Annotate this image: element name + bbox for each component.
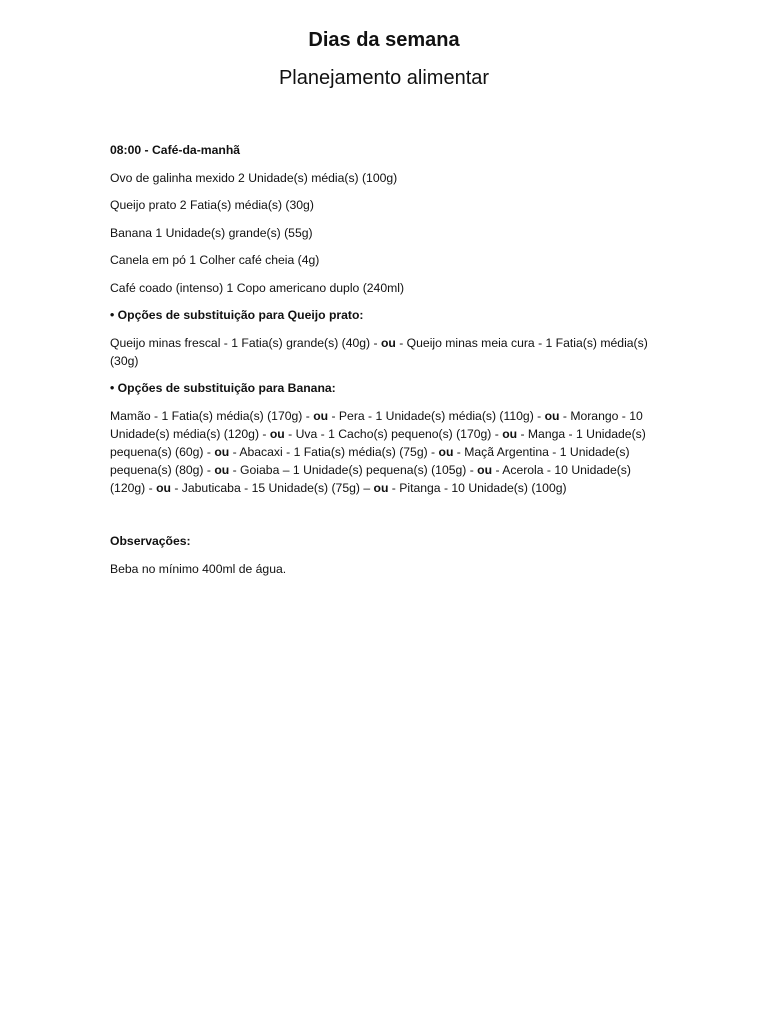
substitution-or-separator: ou xyxy=(214,462,230,477)
meal-item: Queijo prato 2 Fatia(s) média(s) (30g) xyxy=(110,198,314,212)
meal-plan-content xyxy=(110,141,655,587)
substitution-heading-banana: • Opções de substituição para Banana: xyxy=(110,381,336,395)
substitution-options-banana xyxy=(110,407,655,497)
substitution-option-text: Queijo minas frescal - 1 Fatia(s) grande(s) (40g) - xyxy=(110,335,381,350)
document-subtitle: Planejamento alimentar xyxy=(278,67,490,89)
meal-item: Café coado (intenso) 1 Copo americano duplo (240ml) xyxy=(110,280,405,295)
observations-heading: Observações: xyxy=(110,534,191,548)
substitution-option-text: - Acerola - 10 Unidade(s) (120g) - xyxy=(110,462,631,495)
substitution-or-separator: ou xyxy=(373,480,389,495)
substitution-or-separator: ou xyxy=(380,335,396,350)
substitution-or-separator: ou xyxy=(544,408,560,423)
meal-item: Ovo de galinha mexido 2 Unidade(s) média(s) (100g) xyxy=(110,170,398,185)
substitution-option-text: Mamão - 1 Fatia(s) média(s) (170g) - xyxy=(110,408,314,423)
meal-item: Banana 1 Unidade(s) grande(s) (55g) xyxy=(110,225,313,240)
substitution-option-text: - Queijo minas meia cura - 1 Fatia(s) média(s) (30g) xyxy=(110,335,648,368)
substitution-or-separator: ou xyxy=(269,426,285,441)
substitution-or-separator: ou xyxy=(502,426,518,441)
substitution-or-separator: ou xyxy=(438,444,454,459)
substitution-heading-queijo: • Opções de substituição para Queijo prato: xyxy=(110,308,364,322)
substitution-option-text: - Morango - 10 Unidade(s) média(s) (120g) - xyxy=(110,408,643,441)
substitution-option-text: - Manga - 1 Unidade(s) pequena(s) (60g) - xyxy=(110,426,646,459)
substitution-options-queijo xyxy=(110,334,655,370)
substitution-or-separator: ou xyxy=(313,408,329,423)
substitution-or-separator: ou xyxy=(156,480,171,495)
substitution-or-separator: ou xyxy=(214,444,230,459)
substitution-option-text: - Uva - 1 Cacho(s) pequeno(s) (170g) - xyxy=(284,426,503,441)
observations-text: Beba no mínimo 400ml de água. xyxy=(110,561,287,576)
document-title: Dias da semana xyxy=(308,29,460,51)
substitution-option-text: - Pitanga - 10 Unidade(s) (100g) xyxy=(388,480,567,495)
substitution-option-text: - Abacaxi - 1 Fatia(s) média(s) (75g) - xyxy=(229,444,439,459)
meal-item: Canela em pó 1 Colher café cheia (4g) xyxy=(110,253,320,267)
substitution-option-text: - Goiaba – 1 Unidade(s) pequena(s) (105g) - xyxy=(229,462,478,477)
substitution-option-text: - Maçã Argentina - 1 Unidade(s) pequena(s) (80g) - xyxy=(110,444,630,477)
substitution-option-text: - Pera - 1 Unidade(s) média(s) (110g) - xyxy=(328,408,545,423)
meal-heading: 08:00 - Café-da-manhã xyxy=(110,143,241,157)
substitution-option-text: - Jabuticaba - 15 Unidade(s) (75g) – xyxy=(170,480,374,495)
substitution-or-separator: ou xyxy=(477,462,493,477)
section-spacer xyxy=(110,506,655,532)
